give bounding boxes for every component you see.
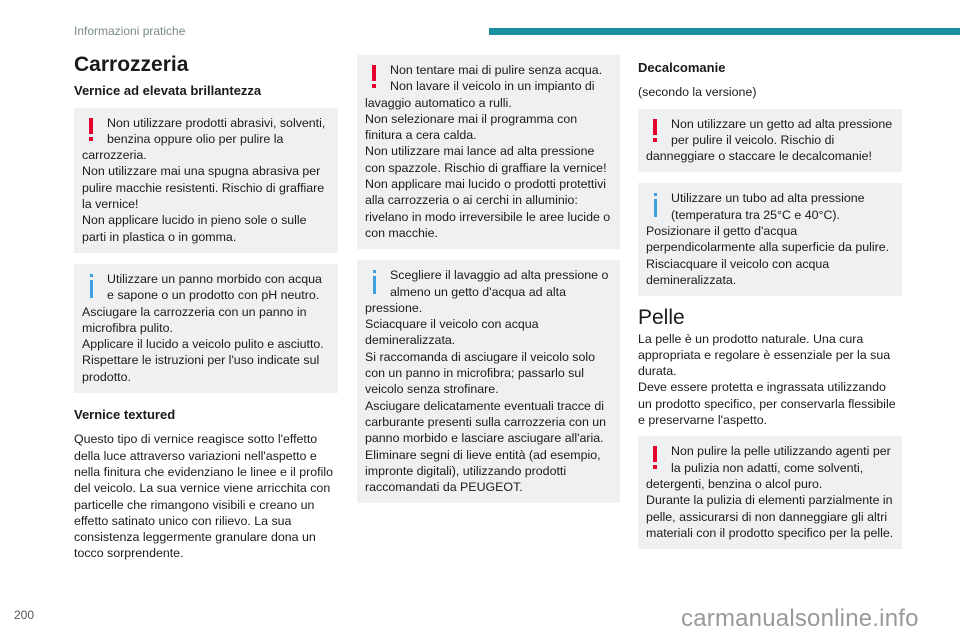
warning-text: Non utilizzare un getto ad alta pressione per pulire il veicolo. Rischio di danneggiare o staccare le decalcomanie! — [646, 116, 893, 164]
subheading-decals: Decalcomanie — [638, 60, 726, 75]
version-note: (secondo la versione) — [638, 85, 757, 100]
info-text: Utilizzare un tubo ad alta pressione (temperatura tra 25°C e 40°C). Posizionare il getto d'acqua perpendicolarmente alla superficie da pulire. Risciacquare il veicolo con acqua demineralizzata. — [646, 191, 890, 287]
paragraph: Questo tipo di vernice reagisce sotto l'effetto della luce attraverso variazioni nell'aspetto e nella finitura che evidenziano le linee e il profilo del veicolo. La sua vernice viene arricchita con particelle che rimangono visibili e creano un effetto satinato unico con rilievo. La sua consistenza leggermente granulare dona un tocco sorprendente. — [74, 432, 333, 561]
warning-box — [357, 55, 620, 249]
warning-icon — [646, 116, 671, 146]
info-icon — [82, 271, 107, 301]
warning-text: Non tentare mai di pulire senza acqua. Non lavare il veicolo in un impianto di lavaggio automatico a rulli. Non selezionare mai il programma con finitura a cera calda. Non utilizzare mai lance ad alta pressione con spazzole. Rischio di graffiare la vernice! Non applicare mai lucido o prodotti protettivi alla carrozzeria o ai cerchi in alluminio: rivelano in modo irreversibile le aree lucide o con macchie. — [365, 63, 611, 240]
page-title: Carrozzeria — [74, 53, 189, 76]
warning-box — [638, 109, 902, 173]
info-box — [357, 260, 620, 503]
subheading-high-gloss: Vernice ad elevata brillantezza — [74, 83, 262, 99]
warning-box — [74, 108, 338, 253]
column-3 — [638, 60, 902, 560]
warning-text: Non pulire la pelle utilizzando agenti per la pulizia non adatti, come solventi, detergenti, benzina o alcol puro. Durante la pulizia di elementi parzialmente in pelle, assicurarsi di non danneggiare gli altri materiali con il prodotto specifico per la pelle. — [646, 444, 894, 540]
warning-icon — [365, 62, 390, 92]
subheading-textured: Vernice textured — [74, 407, 176, 423]
section-header: Informazioni pratiche — [74, 24, 186, 38]
warning-icon — [82, 115, 107, 145]
section-title-leather: Pelle — [638, 306, 685, 330]
page-number: 200 — [14, 608, 35, 622]
column-1 — [74, 55, 338, 570]
info-box — [74, 264, 338, 393]
info-icon — [365, 267, 390, 297]
warning-box — [638, 436, 902, 549]
warning-text: Non utilizzare prodotti abrasivi, solventi, benzina oppure olio per pulire la carrozzeria. Non utilizzare mai una spugna abrasiva per pulire macchie resistenti. Rischio di graffiare la vernice! Non applicare lucido in pieno sole o sulle parti in plastica o in gomma. — [82, 115, 326, 244]
column-2 — [357, 55, 620, 514]
watermark: carmanualsonline.info — [681, 605, 919, 632]
info-text: Utilizzare un panno morbido con acqua e sapone o un prodotto con pH neutro. Asciugare la carrozzeria con un panno in microfibra pulito. Applicare il lucido a veicolo pulito e asciutto. Rispettare le istruzioni per l'uso indicate sul prodotto. — [82, 271, 324, 384]
header-accent-bar — [489, 28, 960, 35]
paragraph: La pelle è un prodotto naturale. Una cura appropriata e regolare è essenziale per la sua durata. Deve essere protetta e ingrassata utilizzando un prodotto specifico, per conservarla flessibile e preservarne l'aspetto. — [638, 331, 896, 428]
info-icon — [646, 190, 671, 220]
info-text: Scegliere il lavaggio ad alta pressione o almeno un getto d'acqua ad alta pressione. Sciacquare il veicolo con acqua demineralizzata. Si raccomanda di asciugare il veicolo solo con un panno in microfibra; passarlo sul veicolo senza strofinare. Asciugare delicatamente eventuali tracce di carburante presenti sulla carrozzeria con un panno morbido e lasciare asciugare all'aria. Eliminare segni di lieve entità (ad esempio, impronte digitali), utilizzando prodotti raccomandati da PEUGEOT. — [365, 268, 609, 495]
warning-icon — [646, 443, 671, 473]
info-box — [638, 183, 902, 296]
